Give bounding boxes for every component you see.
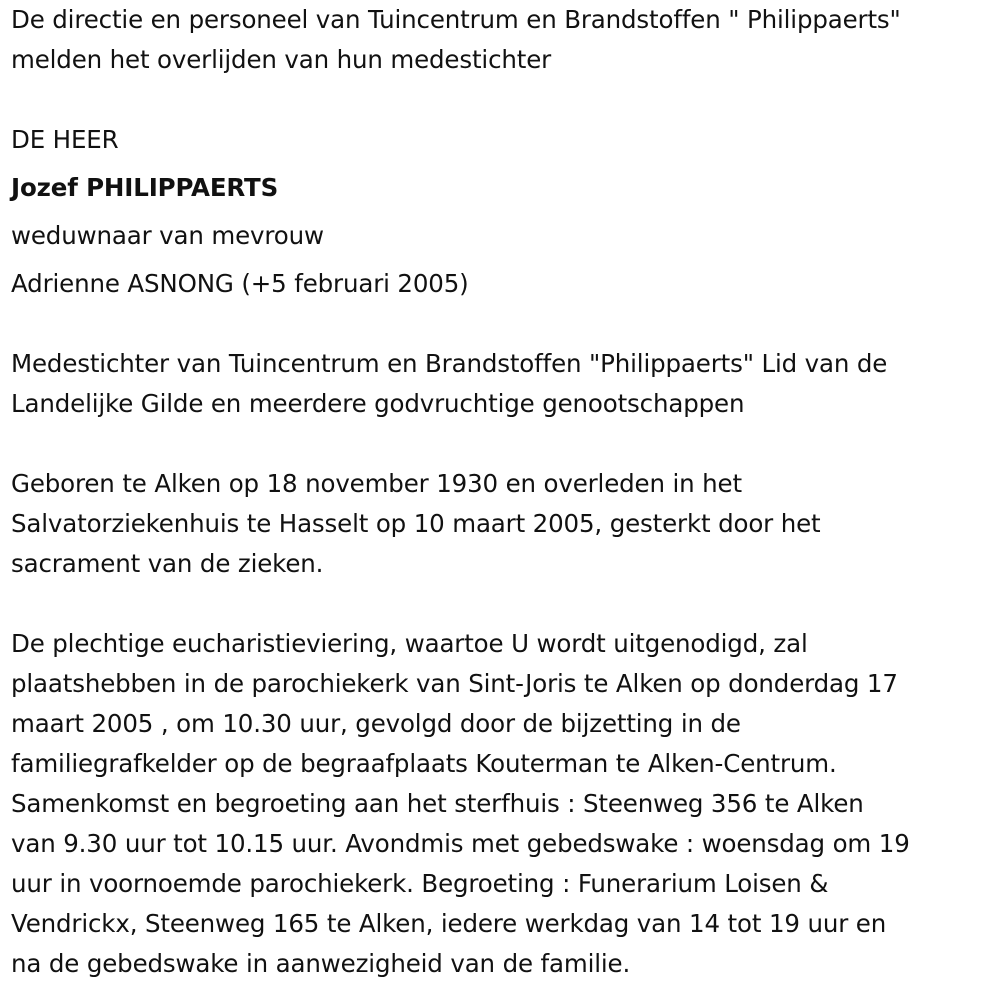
ceremony-paragraph (11, 624, 996, 984)
ceremony-line: Samenkomst en begroeting aan het sterfhuis : Steenweg 356 te Alken (11, 789, 864, 818)
life-line: Geboren te Alken op 18 november 1930 en overleden in het (11, 469, 742, 498)
honorific-title: DE HEER (11, 125, 119, 154)
ceremony-line: familiegrafkelder op de begraafplaats Kouterman te Alken-Centrum. (11, 749, 837, 778)
ceremony-line: na de gebedswake in aanwezigheid van de familie. (11, 949, 631, 978)
intro-line: De directie en personeel van Tuincentrum en Brandstoffen " Philippaerts" (11, 5, 901, 34)
roles-paragraph (11, 344, 996, 424)
life-line: sacrament van de zieken. (11, 549, 324, 578)
relation-text: weduwnaar van mevrouw (11, 221, 324, 250)
ceremony-line: van 9.30 uur tot 10.15 uur. Avondmis met gebedswake : woensdag om 19 (11, 829, 910, 858)
ceremony-line: uur in voornoemde parochiekerk. Begroeting : Funerarium Loisen & (11, 869, 829, 898)
ceremony-line: Vendrickx, Steenweg 165 te Alken, iedere werkdag van 14 tot 19 uur en (11, 909, 887, 938)
ceremony-line: De plechtige eucharistieviering, waartoe U wordt uitgenodigd, zal (11, 629, 808, 658)
spouse-text: Adrienne ASNONG (+5 februari 2005) (11, 269, 469, 298)
ceremony-line: maart 2005 , om 10.30 uur, gevolgd door de bijzetting in de (11, 709, 741, 738)
deceased-block (11, 120, 996, 304)
intro-line: melden het overlijden van hun medestichter (11, 45, 552, 74)
intro-paragraph (11, 0, 996, 80)
obituary-document (11, 0, 996, 984)
deceased-name: Jozef PHILIPPAERTS (11, 173, 279, 202)
roles-line: Landelijke Gilde en meerdere godvruchtige genootschappen (11, 389, 745, 418)
roles-line: Medestichter van Tuincentrum en Brandstoffen "Philippaerts" Lid van de (11, 349, 888, 378)
life-paragraph (11, 464, 996, 584)
life-line: Salvatorziekenhuis te Hasselt op 10 maart 2005, gesterkt door het (11, 509, 821, 538)
ceremony-line: plaatshebben in de parochiekerk van Sint-Joris te Alken op donderdag 17 (11, 669, 898, 698)
